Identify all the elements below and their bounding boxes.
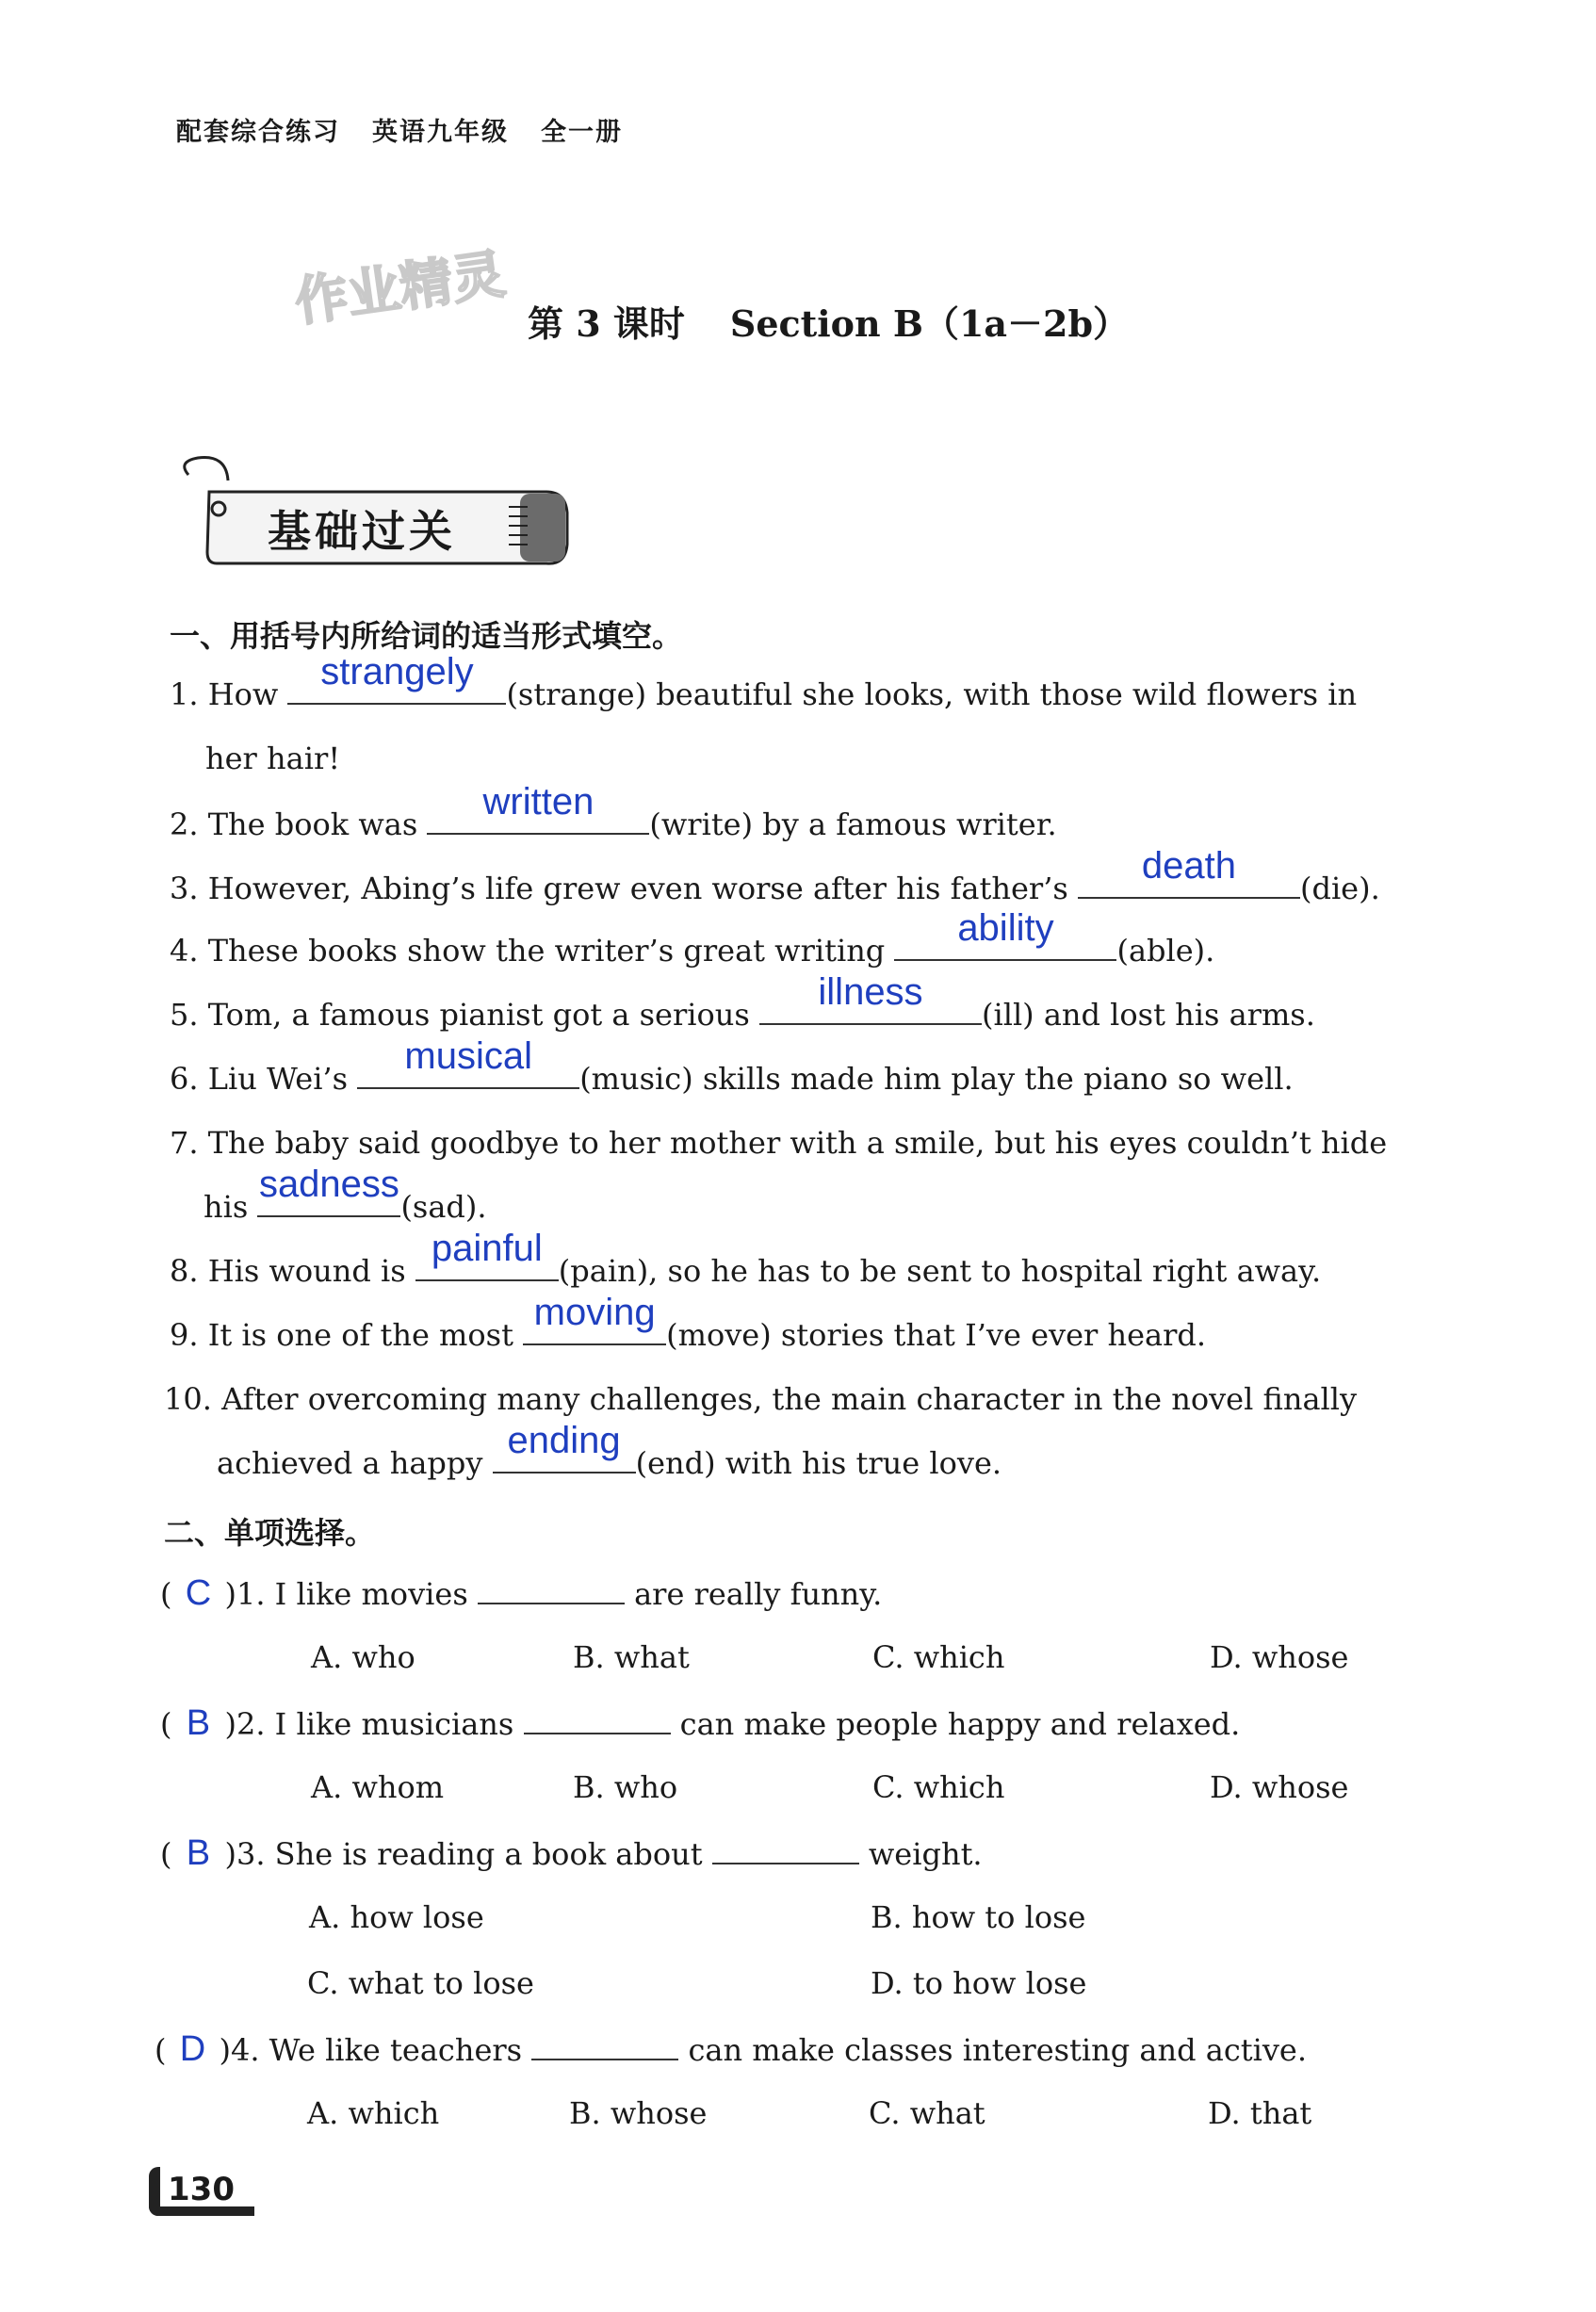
mc-option[interactable]: B. whose — [569, 2095, 708, 2131]
mc-option[interactable]: D. whose — [1210, 1769, 1349, 1805]
fill-item-2: 2. The book was written (write) by a famous writer. — [170, 781, 1057, 842]
mc-option[interactable]: A. how lose — [309, 1899, 484, 1935]
answer-text: illness — [818, 971, 923, 1013]
fill-item-1-cont: her hair! — [205, 741, 341, 776]
answer-text: written — [482, 781, 594, 822]
answer-blank[interactable] — [894, 907, 1116, 961]
lesson-number: 第 3 课时 — [528, 302, 685, 345]
answer-text: moving — [533, 1292, 656, 1333]
lesson-section: Section B（1a－2b） — [729, 302, 1130, 345]
mc-option[interactable]: D. to how lose — [871, 1965, 1087, 2001]
mc-option[interactable]: C. what to lose — [307, 1965, 534, 2001]
mc-option[interactable]: D. whose — [1210, 1639, 1349, 1675]
book-volume: 全一册 — [541, 118, 623, 147]
fill-item-1: 1. How strangely (strange) beautiful she looks, with those wild flowers in — [170, 651, 1358, 712]
answer-blank[interactable] — [1078, 845, 1300, 899]
answer-text: musical — [404, 1035, 532, 1077]
page-number: 130 — [168, 2171, 235, 2208]
question-blank — [478, 1576, 625, 1604]
question-blank — [531, 2032, 678, 2060]
answer-text: painful — [431, 1228, 543, 1269]
mc-answer[interactable]: D — [179, 2029, 206, 2069]
question-blank — [524, 1706, 671, 1734]
mc-option[interactable]: D. that — [1208, 2095, 1312, 2131]
answer-text: sadness — [258, 1164, 399, 1205]
fill-item-8: 8. His wound is painful (pain), so he has to be sent to hospital right away. — [170, 1228, 1322, 1289]
answer-blank[interactable] — [287, 651, 506, 705]
answer-blank[interactable] — [415, 1228, 559, 1281]
mc-answer[interactable]: B — [186, 1703, 211, 1743]
book-title: 配套综合练习 — [176, 118, 340, 147]
mc-option[interactable]: A. which — [307, 2095, 440, 2131]
mc-answer[interactable]: B — [186, 1833, 211, 1873]
answer-blank[interactable] — [493, 1420, 636, 1473]
fill-item-3: 3. However, Abing’s life grew even worse after his father’s death (die). — [170, 845, 1380, 906]
fill-item-9: 9. It is one of the most moving (move) stories that I’ve ever heard. — [170, 1292, 1207, 1353]
mc-option[interactable]: C. which — [872, 1639, 1005, 1675]
mc-option[interactable]: A. who — [311, 1639, 415, 1675]
answer-blank[interactable] — [427, 781, 649, 835]
mc-question-1: ( C )1. I like movies are really funny. — [160, 1573, 883, 1613]
answer-blank[interactable] — [357, 1035, 579, 1089]
part1-heading: 一、用括号内所给词的适当形式填空。 — [170, 618, 683, 654]
banner-label: 基础过关 — [268, 506, 456, 557]
answer-text: ending — [507, 1420, 621, 1461]
mc-option[interactable]: B. who — [573, 1769, 678, 1805]
lesson-title — [528, 295, 1129, 347]
fill-item-10: 10. After overcoming many challenges, the main character in the novel finally — [164, 1381, 1358, 1417]
watermark: 作业精灵 — [291, 243, 510, 334]
answer-text: strangely — [320, 651, 474, 692]
fill-item-4: 4. These books show the writer’s great writing ability (able). — [170, 907, 1215, 969]
answer-blank[interactable] — [257, 1164, 400, 1217]
mc-option[interactable]: B. how to lose — [871, 1899, 1086, 1935]
mc-option[interactable]: B. what — [573, 1639, 690, 1675]
mc-question-3: ( B )3. She is reading a book about weight. — [160, 1833, 983, 1873]
fill-item-10-cont: achieved a happy ending (end) with his true love. — [217, 1420, 1002, 1481]
answer-text: death — [1141, 845, 1237, 887]
answer-text: ability — [957, 907, 1054, 949]
mc-answer[interactable]: C — [185, 1573, 212, 1613]
fill-item-7: 7. The baby said goodbye to her mother with a smile, but his eyes couldn’t hide — [170, 1125, 1388, 1161]
fill-item-5: 5. Tom, a famous pianist got a serious illness (ill) and lost his arms. — [170, 971, 1315, 1033]
book-header — [176, 111, 655, 148]
question-blank — [712, 1836, 859, 1864]
mc-question-4: ( D )4. We like teachers can make classes interesting and active. — [155, 2029, 1308, 2069]
mc-option[interactable]: A. whom — [311, 1769, 445, 1805]
answer-blank[interactable] — [759, 971, 982, 1025]
fill-item-6: 6. Liu Wei’s musical (music) skills made him play the piano so well. — [170, 1035, 1294, 1097]
fill-item-7-cont: his sadness (sad). — [204, 1164, 487, 1225]
part2-heading: 二、单项选择。 — [164, 1515, 376, 1551]
mc-option[interactable]: C. which — [872, 1769, 1005, 1805]
mc-option[interactable]: C. what — [869, 2095, 985, 2131]
answer-blank[interactable] — [523, 1292, 666, 1345]
mc-question-2: ( B )2. I like musicians can make people happy and relaxed. — [160, 1703, 1241, 1743]
book-subject: 英语九年级 — [372, 118, 509, 147]
